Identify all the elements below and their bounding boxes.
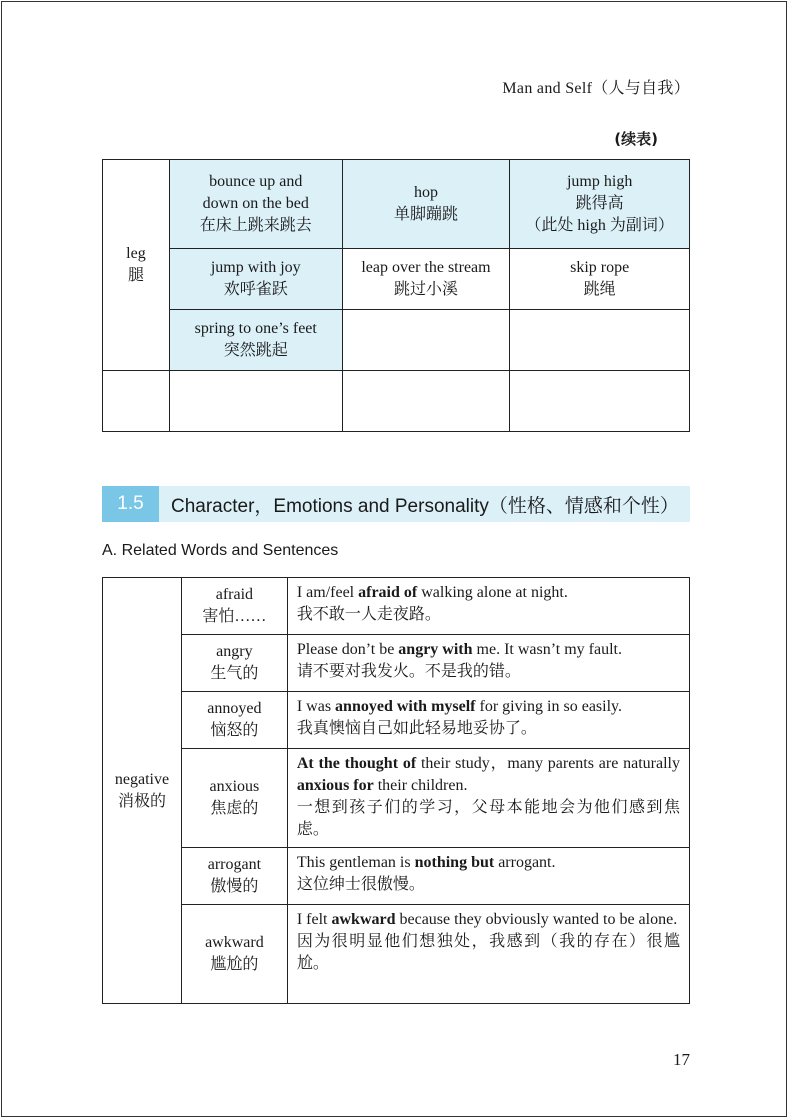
word-zh: 生气的 <box>210 665 259 682</box>
row-label-leg <box>103 160 170 371</box>
table-row <box>103 249 690 310</box>
text-run: their children. <box>373 777 468 794</box>
table-row <box>103 310 690 371</box>
cell-line: skip rope <box>570 259 630 276</box>
sentence-zh: 我不敢一人走夜路。 <box>296 606 441 623</box>
text-run: I am/feel <box>296 584 359 601</box>
cell-line: leap over the stream <box>361 259 491 276</box>
page-number: 17 <box>673 1050 690 1069</box>
word-en: afraid <box>215 586 254 603</box>
word-cell <box>181 905 287 1004</box>
word-cell <box>181 578 287 635</box>
word-cell <box>181 848 287 905</box>
sentence-zh: 一想到孩子们的学习，父母本能地会为他们感到焦虑。 <box>296 799 680 838</box>
word-en: annoyed <box>207 700 262 717</box>
text-run: walking alone at night. <box>417 584 568 601</box>
text-run: me. It wasn’t my fault. <box>472 641 622 658</box>
word-zh: 焦虑的 <box>210 800 259 817</box>
cell-line: 跳过小溪 <box>393 281 458 298</box>
category-zh: 消极的 <box>117 792 166 810</box>
table-row <box>103 371 690 432</box>
sentence-cell <box>287 749 689 848</box>
section-heading-bar <box>102 486 690 522</box>
category-en: negative <box>114 770 170 788</box>
table-cell <box>510 249 690 310</box>
cell-line: down on the bed <box>202 195 309 212</box>
empty-cell <box>342 371 510 432</box>
sentence-cell <box>287 635 689 692</box>
word-cell <box>181 692 287 749</box>
text-run: This gentleman is <box>296 854 415 871</box>
text-run: their study，many parents are naturally <box>416 755 680 772</box>
word-en: arrogant <box>207 856 262 873</box>
table-row <box>103 749 690 848</box>
word-zh: 恼怒的 <box>210 722 259 739</box>
text-run: Please don’t be <box>296 641 399 658</box>
row-label-zh: 腿 <box>127 267 144 284</box>
word-en: angry <box>216 643 253 660</box>
cell-line: 突然跳起 <box>223 342 288 359</box>
sentence-zh: 请不要对我发火。不是我的错。 <box>296 663 521 680</box>
sentence-en <box>297 852 680 874</box>
word-zh: 傲慢的 <box>210 878 259 895</box>
table-cell <box>510 160 690 249</box>
cell-line: 跳绳 <box>583 281 616 298</box>
table-row <box>103 905 690 1004</box>
bold-phrase: angry with <box>398 641 473 658</box>
sentence-cell <box>287 578 689 635</box>
bold-phrase: anxious for <box>296 777 374 794</box>
cell-line: 跳得高 <box>575 195 624 212</box>
sentence-en <box>297 582 680 604</box>
word-en: anxious <box>209 778 260 795</box>
sentence-cell <box>287 905 689 1004</box>
bold-phrase: nothing but <box>414 854 495 871</box>
row-label-en: leg <box>126 245 146 262</box>
table-row <box>103 578 690 635</box>
text-run: I felt <box>296 911 332 928</box>
bold-phrase: At the thought of <box>296 755 417 772</box>
empty-cell <box>169 371 342 432</box>
continued-label: (续表) <box>614 130 658 148</box>
empty-cell <box>103 371 170 432</box>
bold-phrase: annoyed with myself <box>335 698 476 715</box>
leg-vocab-table <box>102 159 690 432</box>
word-en: awkward <box>205 934 264 951</box>
sub-heading: A. Related Words and Sentences <box>102 542 339 559</box>
section-title: Character，Emotions and Personality（性格、情感和个性） <box>171 495 679 517</box>
sentence-zh: 这位绅士很傲慢。 <box>296 876 425 893</box>
cell-line: 欢呼雀跃 <box>223 281 288 298</box>
sentence-zh: 因为很明显他们想独处，我感到（我的存在）很尴尬。 <box>296 933 680 972</box>
table-cell <box>169 249 342 310</box>
word-cell <box>181 749 287 848</box>
section-number: 1.5 <box>102 486 159 522</box>
table-row <box>103 848 690 905</box>
word-zh: 尴尬的 <box>210 956 259 973</box>
cell-line: （此处 high 为副词） <box>525 217 674 234</box>
cell-line: 单脚蹦跳 <box>393 206 458 223</box>
cell-line: 在床上跳来跳去 <box>199 217 312 234</box>
cell-line: jump with joy <box>210 259 301 276</box>
sentence-zh: 我真懊恼自己如此轻易地妥协了。 <box>296 720 537 737</box>
word-cell <box>181 635 287 692</box>
table-cell <box>342 160 510 249</box>
bold-phrase: awkward <box>331 911 396 928</box>
running-head: Man and Self（人与自我） <box>502 80 690 97</box>
sentence-en <box>297 909 680 931</box>
empty-cell <box>510 310 690 371</box>
text-run: arrogant. <box>494 854 556 871</box>
cell-line: jump high <box>566 173 633 190</box>
text-run: because they obviously wanted to be alone. <box>395 911 678 928</box>
character-vocab-table <box>102 577 690 1004</box>
sentence-en <box>297 639 680 661</box>
table-cell <box>169 310 342 371</box>
table-row <box>103 692 690 749</box>
cell-line: hop <box>413 184 438 201</box>
sentence-en <box>297 696 680 718</box>
table-row <box>103 160 690 249</box>
empty-cell <box>510 371 690 432</box>
empty-cell <box>342 310 510 371</box>
table-cell <box>169 160 342 249</box>
text-run: for giving in so easily. <box>475 698 622 715</box>
word-zh: 害怕…… <box>202 608 267 625</box>
cell-line: bounce up and <box>209 173 303 190</box>
cell-line: spring to one’s feet <box>194 320 317 337</box>
sentence-en <box>297 753 680 797</box>
table-row <box>103 635 690 692</box>
sentence-cell <box>287 692 689 749</box>
bold-phrase: afraid of <box>358 584 418 601</box>
text-run: I was <box>296 698 336 715</box>
sentence-cell <box>287 848 689 905</box>
table-cell <box>342 249 510 310</box>
category-cell <box>103 578 182 1004</box>
